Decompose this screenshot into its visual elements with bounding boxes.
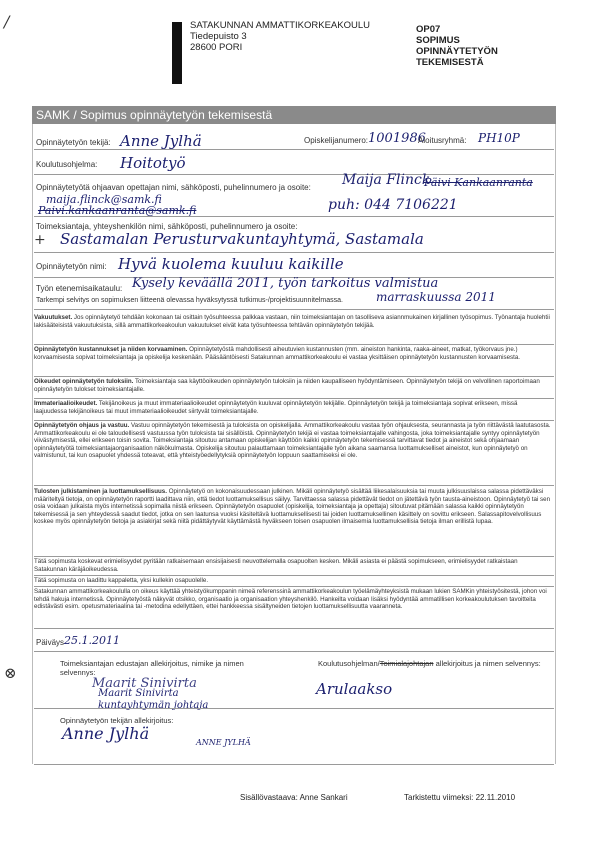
supervisor-label: Opinnäytetyötä ohjaavan opettajan nimi, sähköposti, puhelinnumero ja osoite:	[36, 183, 311, 192]
form-title-bar: SAMK / Sopimus opinnäytetyön tekemisestä	[32, 106, 556, 124]
client-signature[interactable]: Maarit Sinivirta	[92, 676, 197, 691]
client-name[interactable]: Maarit Sinivirta	[98, 688, 179, 699]
section-disputes	[34, 558, 552, 573]
work-name-value[interactable]: Hyvä kuolema kuuluu kaikille	[118, 255, 344, 273]
footer-owner: Sisällövastaava: Anne Sankari	[240, 793, 348, 802]
start-group-label: Aloitusryhmä:	[418, 136, 467, 145]
section-text: Opinnäytetyöstä mahdollisesti aiheutuvien kustannusten (mm. aineiston hankinta, raaka-aineet, matkat, työkorvaus jne.) korvaamisesta sopivat toimeksiantaja ja opiskelija keskenään. Pääsääntöisesti Satakunnan ammattikorkeakoulu ei vastaa yksittäisen opinnäytetyön kustannusten korvaamisesta.	[34, 346, 520, 361]
start-group-value[interactable]: PH10P	[478, 131, 520, 145]
section-heading: Vakuutukset.	[34, 314, 73, 321]
supervisor-email[interactable]: maija.flinck@samk.fi	[46, 193, 162, 206]
client-value[interactable]: Sastamalan Perusturvakuntayhtymä, Sastamala	[60, 230, 424, 248]
client-title[interactable]: kuntayhtymän johtaja	[98, 700, 209, 711]
section-reference	[34, 588, 552, 611]
program-head-signature-label: Koulutusohjelman/Toimialajohtajan allekirjoitus ja nimen selvennys:	[318, 659, 541, 668]
form-code: OP07	[416, 24, 441, 35]
footer-checked: Tarkistettu viimeksi: 22.11.2010	[404, 793, 516, 802]
student-number-value[interactable]: 1001986	[368, 131, 426, 146]
form-title-line-2: OPINNÄYTETYÖN	[416, 46, 498, 57]
org-city: 28600 PORI	[190, 42, 243, 53]
circled-x-mark: ⊗	[4, 664, 17, 682]
author-signature[interactable]: Anne Jylhä	[62, 724, 150, 743]
section-text: Tätä sopimusta koskevat erimielisyydet pyritään ratkaisemaan ensisijaisesti neuvottelemalla osapuolten kesken. Mikäli asiasta ei päästä sopimukseen, erimielisyydet ratkaistaan Satakunnan käräjäoikeudessa.	[34, 558, 518, 573]
schedule-label: Työn etenemisaikataulu:	[36, 284, 123, 293]
org-name: SATAKUNNAN AMMATTIKORKEAKOULU	[190, 20, 370, 31]
section-text: Tekijänoikeus ja muut immateriaalioikeudet opinnäytetyön kuuluvat opinnäytetyön tekijälle. Opinnäytetyön tekijä ja toimeksiantaja sopivat erikseen, missä laajuudessa tekijänoikeus tai muut immateriaalioikeudet siirtyvät toimeksiantajalle.	[34, 400, 518, 415]
section-heading: Opinnäytetyön kustannukset ja niiden korvaaminen.	[34, 346, 188, 353]
client-label: Toimeksiantaja, yhteyshenkilön nimi, sähköposti, puhelinnumero ja osoite:	[36, 222, 298, 231]
date-value[interactable]: 25.1.2011	[64, 634, 120, 647]
supervisor-phone[interactable]: puh: 044 7106221	[328, 197, 458, 213]
section-heading: Oikeudet opinnäytetyön tuloksiin.	[34, 378, 134, 385]
org-address	[190, 20, 370, 53]
client-signature-label: Toimeksiantajan edustajan allekirjoitus, nimike ja nimen selvennys:	[60, 659, 244, 677]
section-heading: Immateriaalioikeudet.	[34, 400, 98, 407]
date-label: Päiväys	[36, 638, 65, 647]
section-costs	[34, 346, 552, 361]
program-label: Koulutusohjelma:	[36, 160, 98, 169]
section-rights	[34, 378, 552, 393]
client-mark: +	[34, 232, 46, 248]
section-heading: Opinnäytetyön ohjaus ja vastuu.	[34, 422, 130, 429]
supervisor-email-struck: Paivi.kankaanranta@samk.fi	[38, 204, 197, 217]
section-guidance	[34, 422, 552, 460]
program-head-signature[interactable]: Arulaakso	[316, 680, 393, 698]
section-heading: Tulosten julkistaminen ja luottamuksellisuus.	[34, 488, 167, 495]
student-number-label: Opiskelijanumero:	[304, 136, 369, 145]
author-signature-label: Opinnäytetyön tekijän allekirjoitus:	[60, 716, 174, 725]
author-value[interactable]: Anne Jylhä	[120, 132, 202, 150]
form-title-line-1: SOPIMUS	[416, 35, 460, 46]
supervisor-name[interactable]: Maija Flinck	[342, 172, 431, 188]
author-printed-name[interactable]: ANNE JYLHÄ	[196, 738, 251, 747]
section-text: Satakunnan ammattikorkeakoululla on oikeus käyttää yhteistyökumppanin nimeä referenssinä ammattikorkeakoulun työelämäyhteyksistä mukaan lukien SAMKin yhteistyösitestä, johon voi tehdä hakuja internetissä. Opinnäytetyöstä näkyvät otsikko, organisaatio ja organisaation yhteyshenkilö. Hankeilta voidaan lisäksi hyödyntää ammatillisen korkeakoulutuksen tavoitteita edistävästi esim. opetusmateriaalina tai -metodina edellyttäen, ettei hankkeessa sisältyneiden tietojen luottamuksellisuutta vaaranneta.	[34, 588, 547, 611]
section-ip	[34, 400, 552, 415]
form-header	[416, 24, 498, 68]
section-copies	[34, 577, 552, 585]
schedule-value-2[interactable]: marraskuussa 2011	[376, 290, 496, 304]
org-street: Tiedepuisto 3	[190, 31, 247, 42]
section-text: Jos opinnäytetyö tehdään kokonaan tai osittain työsuhteessa palkkaa vastaan, niin toimeksiantajan on tasolliseva asiannmukainen kirjallinen työsopimus. Työnantaja huolehtii lakisääteisistä vakuutuksista, sillä ammattikorkeakoulun vakuutukset eivät kata työsuhteessa tehtävän opinnäytetyön tekijää.	[34, 314, 550, 329]
supervisor-struck-name: Päivi Kankaanranta	[424, 176, 533, 189]
section-insurance	[34, 314, 552, 329]
attachment-note: Tarkempi selvitys on sopimuksen liitteenä olevassa hyväksytyssä tutkimus-/projektisuunnitelmassa.	[36, 297, 343, 304]
schedule-value[interactable]: Kysely keväällä 2011, työn tarkoitus valmistua	[132, 276, 439, 291]
section-text: Tätä sopimusta on laadittu kappaletta, yksi kullekin osapuolelle.	[34, 577, 209, 584]
form-title-line-3: TEKEMISESTÄ	[416, 57, 484, 68]
work-name-label: Opinnäytetyön nimi:	[36, 262, 107, 271]
section-text: Vastuu opinnäytetyön tekemisestä ja tuloksista on opiskelijalla. Ammattikorkeakoulu vastaa työn ohjauksesta, seurannasta ja työn riittävästä laatutasosta. Ammattikorkeakoulu ei ole taloudellisesti vastuussa työn tuloksista tai sisällöistä. Opinnäytetyön tekijä ei vastaa toimeksiantajalle vahingosta, joka toimeksiantajalle syntyy opinnäytetyön viivästymisestä, ellei erikseen toisin sovita. Toimeksiantaja sitoutuu antamaan opiskelijan käyttöön kaikki opinnäytetyön tekemisessä tarvittavat tiedot ja aineistot sekä ohjaamaan opinnäytetyötä toimeksiantajaorganisaation näkökulmasta. Opiskelija sitoutuu palauttamaan toimeksiantajalle työn aikana saamansa luottamukselliset aineistot, kun opinnäytetyö on valmistunut, tai kun osapuolet yhdessä toteavat, että yhteistyöedellytyksiä opinnäytetyön loppuun saattamiseksi ei ole.	[34, 422, 551, 460]
section-text: Opinnäytetyö on kokonaisuudessaan julkinen. Mikäli opinnäytetyö sisältää liikesalaisuuksia tai muuta julkisuuslaissa salassa pidettäväksi määriteltyä tietoja, on opinnäytetyön raportti laadittava niin, että tiedot luottamuksellisus säilyy. Tarvittaessa salassa pidettävät tiedot on jätettävä työn tausta-aineistoon. Opinnäytetyö tai sen osia voidaan julkaista myös internetissä sopimalla niistä erikseen. Opinnäytetyön osapuolet (opiskelija, toimeksiantaja ja opettaja) sitoutuvat pitämään salassa kaikki opinnäytetyön tekemisessä ja sen yhteydessä saadut tiedot, jotka on sen laatunsa vuoksi käsiteltävä luottamuksellisesti tai joiden luottamuksellinen käsittely on sovittu erikseen. Salassapitovelvollisuus koskee myös opinnäytetyön tietoja ja asiakirjat sekä niitä pidättäytyvät käyttämästä hyväkseen toisen osapuolen ilmaisemia luottamuksellisia tietoja ilman erillistä lupaa.	[34, 488, 551, 526]
section-publication	[34, 488, 552, 526]
author-label: Opinnäytetyön tekijä:	[36, 138, 111, 147]
corner-pen-mark: /	[4, 12, 10, 31]
section-text: Toimeksiantaja saa käyttöoikeuden opinnäytetyön tuloksiin ja niiden kaupalliseen hyödyntämiseen. Opinnäytetyön tekijä on velvollinen raportoimaan opinnäytetyön tulokset toimeksiantajalle.	[34, 378, 540, 393]
redacted-logo	[172, 22, 182, 84]
program-value[interactable]: Hoitotyö	[120, 154, 186, 172]
